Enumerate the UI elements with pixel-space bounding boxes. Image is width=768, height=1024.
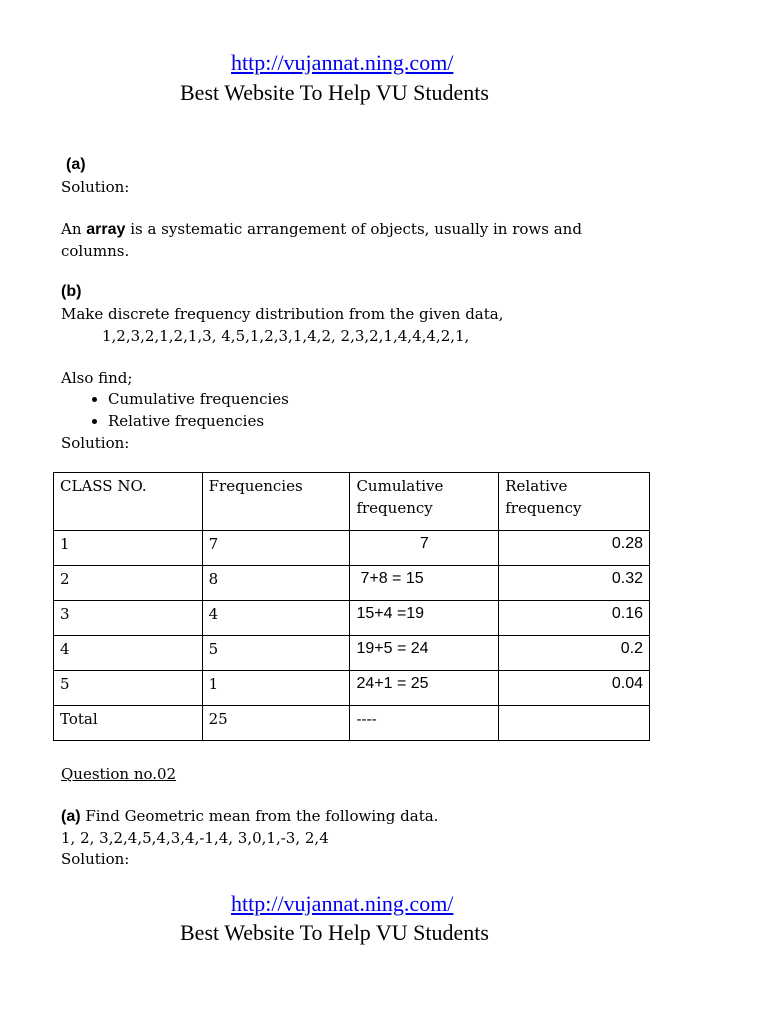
footer-link[interactable]: http://vujannat.ning.com/ [231, 891, 454, 916]
table-row [54, 636, 650, 671]
cell-cumulative: 15+4 =19 [350, 601, 499, 636]
header-cumulative-frequency: Cumulative frequency [350, 473, 499, 531]
header-frequencies: Frequencies [202, 473, 350, 531]
cell-frequency: 8 [202, 566, 350, 601]
question-2-solution-label: Solution: [61, 850, 130, 868]
question-2-data-line: 1, 2, 3,2,4,5,4,3,4,-1,4, 3,0,1,-3, 2,4 [61, 829, 329, 847]
cell-total-frequency: 25 [202, 706, 350, 741]
part-a-text-after: is a systematic arrangement of objects, usually in rows and [125, 220, 582, 238]
cell-relative: 0.16 [499, 601, 650, 636]
cell-frequency: 5 [202, 636, 350, 671]
table-header-row [54, 473, 650, 531]
cell-relative: 0.28 [499, 531, 650, 566]
cell-cumulative: 24+1 = 25 [350, 671, 499, 706]
cell-frequency: 4 [202, 601, 350, 636]
part-a-solution-label: Solution: [61, 178, 130, 196]
header-tagline: Best Website To Help VU Students [180, 80, 489, 105]
part-b-also-find: Also find; [61, 369, 133, 387]
frequency-table [53, 472, 650, 741]
cell-frequency: 1 [202, 671, 350, 706]
question-2-label: (a) [61, 808, 81, 825]
table-row [54, 566, 650, 601]
question-2-instruction [61, 805, 438, 828]
bullet-item-relative: • Relative frequencies [108, 410, 289, 432]
cell-class: 1 [54, 531, 203, 566]
part-b-data-line: 1,2,3,2,1,2,1,3, 4,5,1,2,3,1,4,2, 2,3,2,1,4,4,4,2,1, [102, 327, 470, 345]
table-row [54, 531, 650, 566]
cell-class: 2 [54, 566, 203, 601]
cell-cumulative: 7+8 = 15 [350, 566, 499, 601]
part-b-bullet-list [62, 388, 289, 432]
question-2-title: Question no.02 [61, 765, 177, 783]
cell-cumulative: 19+5 = 24 [350, 636, 499, 671]
cell-frequency: 7 [202, 531, 350, 566]
table-total-row [54, 706, 650, 741]
cell-cumulative: 7 [350, 531, 499, 566]
cell-class: 3 [54, 601, 203, 636]
bullet-item-cumulative: • Cumulative frequencies [108, 388, 289, 410]
cell-class: 5 [54, 671, 203, 706]
cell-total-relative [499, 706, 650, 741]
cell-class: 4 [54, 636, 203, 671]
part-a-label: (a) [66, 156, 86, 173]
cell-total-label: Total [54, 706, 203, 741]
header-class-no: CLASS NO. [54, 473, 203, 531]
header-relative-frequency: Relative frequency [499, 473, 650, 531]
cell-relative: 0.32 [499, 566, 650, 601]
part-b-instruction: Make discrete frequency distribution from the given data, [61, 305, 504, 323]
header-link[interactable]: http://vujannat.ning.com/ [231, 50, 454, 75]
part-a-definition-line2: columns. [61, 242, 130, 260]
part-a-definition-line1 [61, 218, 582, 241]
part-b-solution-label: Solution: [61, 434, 130, 452]
footer-tagline: Best Website To Help VU Students [180, 920, 489, 945]
cell-relative: 0.2 [499, 636, 650, 671]
table-row [54, 601, 650, 636]
cell-relative: 0.04 [499, 671, 650, 706]
part-a-text-before: An [61, 220, 87, 238]
cell-total-cumulative: ---- [350, 706, 499, 741]
part-a-bold-word: array [86, 221, 126, 238]
part-b-label: (b) [61, 283, 82, 300]
table-row [54, 671, 650, 706]
question-2-instruction-text: Find Geometric mean from the following data. [80, 807, 439, 825]
